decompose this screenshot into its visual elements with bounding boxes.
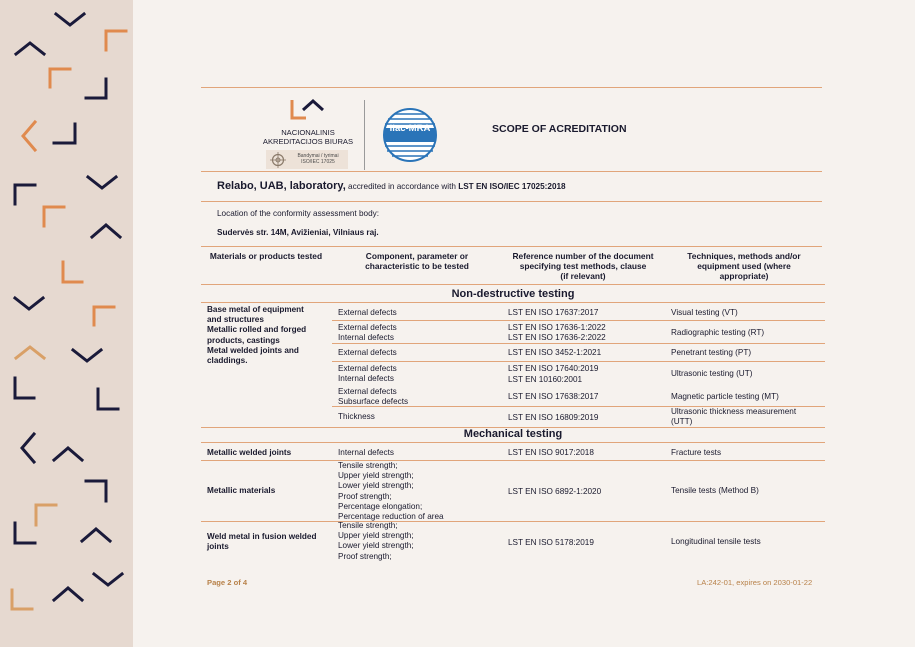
ndt-material-line: and structures: [207, 315, 264, 325]
badge-line1: Bandymai / tyrimai: [297, 153, 339, 159]
parameter-line: Proof strength;: [338, 551, 392, 561]
technique-cell: Radiographic testing (RT): [671, 328, 765, 337]
material-cell: Metallic welded joints: [207, 448, 292, 457]
column-header-materials: Materials or products tested: [209, 251, 323, 261]
reference-cell: LST EN ISO 17638:2017: [508, 392, 599, 401]
accreditation-expiry: LA:242-01, expires on 2030-01-22: [697, 578, 813, 587]
ndt-material-line: products, castings: [207, 335, 280, 345]
parameter-line: Lower yield strength;: [338, 481, 414, 491]
parameter-line: Lower yield strength;: [338, 541, 414, 551]
parameter-line: Tensile strength;: [338, 521, 398, 530]
parameter-line: Upper yield strength;: [338, 471, 414, 481]
row-rule: [332, 361, 825, 362]
logo-divider: [364, 100, 365, 170]
globe-icon: [382, 107, 438, 163]
parameter-line: Subsurface defects: [338, 397, 409, 407]
ndt-material-line: Metal welded joints and: [207, 345, 299, 355]
location-label: Location of the conformity assessment body:: [217, 209, 380, 218]
technique-cell: Fracture tests: [671, 448, 722, 457]
reference-cell: LST EN ISO 16809:2019: [508, 413, 599, 422]
column-header-component-l2: characteristic to be tested: [365, 261, 469, 271]
parameter-cell: [338, 521, 414, 562]
reference-cell: LST EN ISO 6892-1:2020: [508, 487, 602, 496]
parameter-line: Upper yield strength;: [338, 531, 414, 541]
ndt-material-line: Base metal of equipment: [207, 305, 304, 314]
ndt-material-line: claddings.: [207, 356, 248, 366]
parameter-line: External defects: [338, 387, 397, 396]
decorative-sidebar: [0, 0, 133, 647]
parameter-line: External defects: [338, 364, 397, 373]
column-header-reference-l1: Reference number of the document: [512, 251, 654, 261]
header-divider: [201, 171, 822, 172]
material-cell: [207, 532, 316, 552]
row-rule: [201, 521, 825, 522]
technique-cell: Penetrant testing (PT): [671, 348, 752, 357]
nab-org-line1: NACIONALINIS: [281, 128, 335, 137]
reference-cell: LST EN ISO 5178:2019: [508, 538, 594, 547]
lab-divider: [201, 201, 822, 202]
accredited-text: accredited in accordance with: [348, 182, 456, 191]
parameter-line: Internal defects: [338, 333, 394, 343]
reference-cell: [508, 323, 606, 343]
column-header-techniques-l3: appropriate): [719, 271, 769, 281]
technique-cell: Magnetic particle testing (MT): [671, 392, 779, 401]
ndt-rule: [201, 302, 825, 303]
column-header-techniques-l1: Techniques, methods and/or: [687, 251, 801, 261]
parameter-line: Proof strength;: [338, 491, 392, 501]
material-line: joints: [207, 542, 229, 552]
badge-line2: ISO/IEC 17025: [301, 159, 335, 165]
technique-cell: Ultrasonic testing (UT): [671, 369, 753, 378]
parameter-line: Percentage elongation;: [338, 501, 423, 511]
column-header-reference-l3: (if relevant): [560, 271, 606, 281]
material-line: Weld metal in fusion welded: [207, 532, 317, 541]
technique-line: (UTT): [671, 417, 693, 427]
material-cell: Metallic materials: [207, 486, 276, 495]
parameter-line: Percentage reduction of area: [338, 512, 444, 522]
nab-logo-icon: [289, 98, 327, 120]
technique-cell: Visual testing (VT): [671, 308, 738, 317]
parameter-cell: External defects: [338, 348, 397, 357]
address-divider: [201, 246, 822, 247]
parameter-line: Internal defects: [338, 374, 394, 384]
ndt-material-line: Metallic rolled and forged: [207, 325, 307, 335]
parameter-cell: External defects: [338, 308, 397, 317]
technique-cell: [671, 407, 796, 427]
parameter-line: External defects: [338, 323, 397, 332]
reference-cell: [508, 364, 598, 385]
ndt-materials: [207, 305, 306, 366]
lab-accreditation-line: [217, 180, 566, 192]
reference-line: LST EN 10160:2001: [508, 375, 583, 385]
section-title-mechanical: Mechanical testing: [463, 428, 563, 440]
parameter-cell: [338, 387, 408, 407]
ilac-mra-label: ilac-MRA: [389, 123, 431, 134]
section-title-ndt: Non-destructive testing: [451, 288, 575, 300]
parameter-cell: Internal defects: [338, 448, 394, 457]
nab-org-line2: AKREDITACIJOS BIURAS: [262, 137, 354, 146]
header-rule: [201, 284, 825, 285]
parameter-cell: Thickness: [338, 412, 375, 421]
parameter-cell: [338, 461, 444, 522]
reference-line: LST EN ISO 17640:2019: [508, 364, 599, 373]
row-rule: [332, 320, 825, 321]
crosshair-icon: [270, 152, 286, 168]
top-divider: [201, 87, 822, 88]
page-number: Page 2 of 4: [207, 578, 248, 587]
column-header-reference-l2: specifying test methods, clause: [519, 261, 647, 271]
row-rule: [201, 460, 825, 461]
lab-name: Relabo, UAB, laboratory,: [217, 180, 346, 192]
nab-org-name: [262, 128, 354, 146]
parameter-line: Tensile strength;: [338, 461, 398, 470]
reference-line: LST EN ISO 17636-2:2022: [508, 333, 606, 343]
lab-standard: LST EN ISO/IEC 17025:2018: [458, 182, 566, 191]
column-header-techniques-l2: equipment used (where: [697, 261, 791, 271]
mech-rule: [201, 442, 825, 443]
reference-line: LST EN ISO 17636-1:2022: [508, 323, 606, 332]
location-address: Sudervės str. 14M, Avižieniai, Vilniaus raj.: [217, 228, 379, 237]
column-header-component: [337, 251, 497, 271]
column-header-techniques: [668, 251, 820, 281]
column-header-component-l1: Component, parameter or: [365, 251, 469, 261]
page-title: SCOPE OF ACREDITATION: [492, 123, 627, 135]
technique-cell: Tensile tests (Method B): [671, 486, 759, 495]
reference-cell: LST EN ISO 17637:2017: [508, 308, 599, 317]
row-rule: [332, 343, 825, 344]
parameter-cell: [338, 323, 397, 343]
column-header-reference: [500, 251, 666, 281]
accreditation-badge: [266, 150, 348, 169]
parameter-cell: [338, 364, 397, 384]
chevron-pattern-icon: [0, 0, 133, 647]
reference-cell: LST EN ISO 3452-1:2021: [508, 348, 602, 357]
technique-cell: Longitudinal tensile tests: [671, 537, 761, 546]
technique-line: Ultrasonic thickness measurement: [671, 407, 797, 416]
reference-cell: LST EN ISO 9017:2018: [508, 448, 594, 457]
